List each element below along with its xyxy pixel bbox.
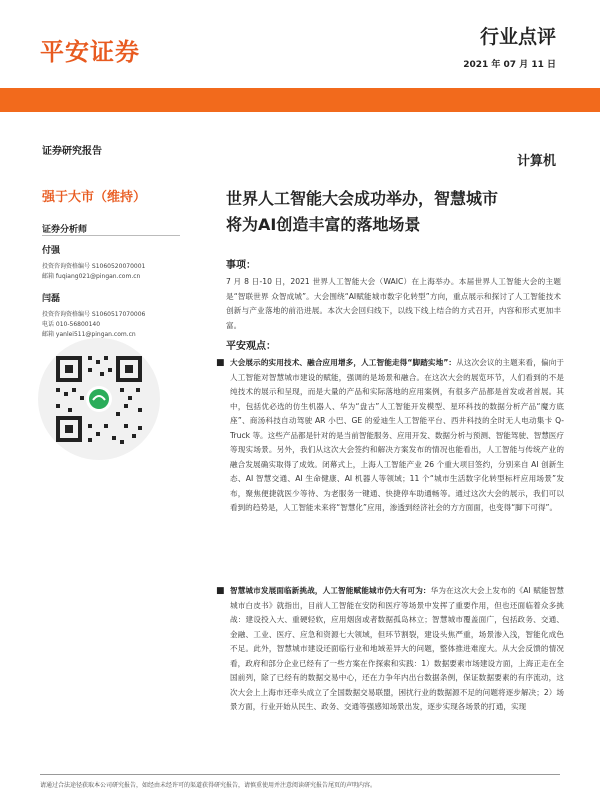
analyst-cert: 投资咨询资格编号 S1060517070006 xyxy=(42,311,146,318)
point-lead: 大会展示的实用技术、融合应用增多，人工智能走得“脚踏实地”： xyxy=(230,358,457,367)
report-headline xyxy=(226,186,566,238)
headline-line: 世界人工智能大会成功举办，智慧城市 xyxy=(226,189,499,208)
bullet-icon: ■ xyxy=(216,586,225,596)
report-date: 2021 年 07 月 11 日 xyxy=(463,60,556,70)
key-point xyxy=(216,584,564,715)
qr-code[interactable] xyxy=(38,338,160,460)
point-text: 从这次会议的主题来看，偏向于人工智能对智慧城市建设的赋能，强调的是场景和融合。在这次大会的展览环节，人们看到的不是纯技术的展示和呈现，而是大量的产品和实际落地的应用案例，有很多产品都是首发或者首展。其中，包括优必选的仿生机器人、华为“盘古”人工智能开发模型、星环科技的数据分析产品“魔方底座”、商汤科技自动驾驶 AR 小巴、GE 的爱迪生人工智能平台、西井科技的全时无人电动集卡 Q-Truck 等。这些产品都是针对的是当前智能服务、应用开发、数据分析与预测、智能驾驶、智慧医疗等现实场景。另外，我们从这次大会签约和解决方案发布的情况也能看出，人工智能与传统产业的融合发展确实取得了成效。闭幕式上，上海人工智能产业 26 个重大项目签约，分别来自 AI 创新生态、AI 智慧交通、AI 生命健康、AI 机器人等领域；11 个“城市生活数字化转型标杆应用场景”发布，聚焦便捷就医少等待、为老服务一键通、快捷停车助通畅等。通过这次大会的展示，我们可以看到的趋势是，人工智能未来将“智慧化”应用，渗透到经济社会的方方面面，也变得“脚下可得”。 xyxy=(230,358,565,512)
analyst-email[interactable]: 邮箱 yanlei511@pingan.com.cn xyxy=(42,331,136,338)
sidebar xyxy=(42,142,192,338)
point-lead: 智慧城市发展面临新挑战，人工智能赋能城市仍大有可为： xyxy=(230,586,431,595)
footer-disclaimer: 请通过合法途径获取本公司研究报告，如经由未经许可的渠道获得研究报告，请慎重使用并注意阅读研究报告尾页的声明内容。 xyxy=(40,782,377,789)
analyst-name: 闫磊 xyxy=(42,294,61,304)
analyst-card xyxy=(42,243,192,282)
event-text: 7 月 8 日-10 日，2021 世界人工智能大会（WAIC）在上海举办。本届世界人工智能大会的主题是“智联世界 众智成城”。大会围绕“AI赋能城市数字化转型”方向，重点展示和探讨了人工智能技术创新与产业落地的前沿进展。本次大会回归线下，以线下线上结合的方式召开，内容和形式更加丰富。 xyxy=(226,277,561,330)
analyst-phone: 电话 010-56800140 xyxy=(42,321,101,328)
analyst-card xyxy=(42,291,192,340)
event-heading: 事项： xyxy=(226,260,256,271)
footer-divider xyxy=(40,774,560,775)
point-text: 华为在这次大会上发布的《AI 赋能智慧城市白皮书》就指出，目前人工智能在安防和医疗等场景中发挥了重要作用，但也还面临着众多挑战：建设投入大、重硬轻软，应用烟囱或者数据孤岛林立；智慧城市覆盖面广，包括政务、交通、金融、工业、医疗、应急和资源七大领域，但环节割裂，建设头焦严重，场景渗入浅，智能化成色不足。此外，智慧城市建设还面临行业和地域差异大的问题，整体推进难度大。从大会反馈的情况看，政府和部分企业已经有了一些方案在作探索和实践：1）数据要素市场建设方面，上海正走在全国前列，除了已经有的数据交易中心，还在力争年内出台数据条例，保证数据要素的有序流动，这次大会上上海市还牵头成立了全国数据交易联盟，困扰行业的数据源不足的问题将逐步解决；2）场景方面，行业开始从民生、政务、交通等强感知场景出发，逐步实现各场景的打通，实现 xyxy=(230,586,564,711)
industry-label: 计算机 xyxy=(516,154,556,169)
views-heading: 平安观点： xyxy=(226,341,276,352)
analyst-heading: 证券分析师 xyxy=(42,225,88,235)
analyst-cert: 投资咨询资格编号 S1060520070001 xyxy=(42,263,146,270)
report-type: 行业点评 xyxy=(479,26,556,48)
divider xyxy=(42,235,180,236)
company-logo: 平安证券 xyxy=(40,38,140,66)
header-band xyxy=(0,88,600,112)
rating: 强于大市（维持） xyxy=(42,190,147,205)
headline-line: 将为AI创造丰富的落地场景 xyxy=(226,215,421,234)
section-title: 证券研究报告 xyxy=(42,146,102,157)
analyst-name: 付强 xyxy=(42,246,61,256)
analyst-email[interactable]: 邮箱 fuqiang021@pingan.com.cn xyxy=(42,273,141,280)
bullet-icon: ■ xyxy=(216,358,225,368)
key-point xyxy=(216,356,564,516)
